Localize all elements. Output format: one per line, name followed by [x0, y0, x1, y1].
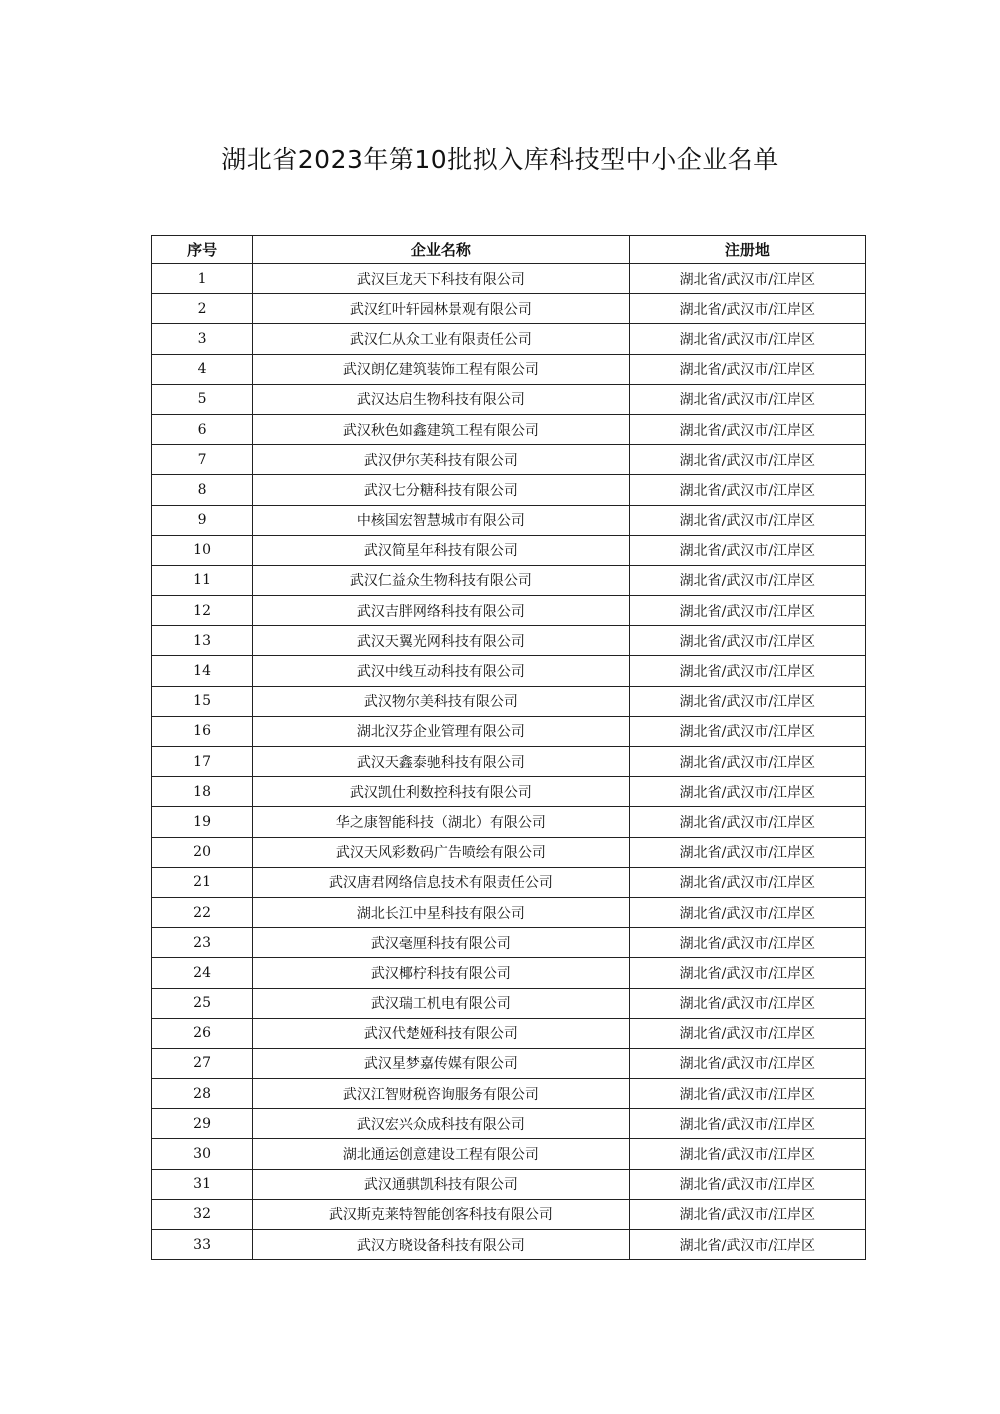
enterprise-name-cell: 湖北通运创意建设工程有限公司 [253, 1139, 630, 1169]
enterprise-name-cell: 武汉唐君网络信息技术有限责任公司 [253, 867, 630, 897]
enterprise-name-cell: 武汉中线互动科技有限公司 [253, 656, 630, 686]
enterprise-name-cell: 武汉天风彩数码广告喷绘有限公司 [253, 837, 630, 867]
enterprise-name-cell: 湖北汉芬企业管理有限公司 [253, 716, 630, 746]
registered-location-cell: 湖北省/武汉市/江岸区 [629, 747, 865, 777]
serial-number-cell: 2 [152, 294, 253, 324]
serial-number-cell: 4 [152, 354, 253, 384]
serial-number-cell: 29 [152, 1109, 253, 1139]
table-row [152, 777, 866, 807]
registered-location-cell: 湖北省/武汉市/江岸区 [629, 958, 865, 988]
table-row [152, 656, 866, 686]
serial-number-cell: 13 [152, 626, 253, 656]
enterprise-name-cell: 武汉七分糖科技有限公司 [253, 475, 630, 505]
enterprise-name-cell: 武汉吉胖网络科技有限公司 [253, 596, 630, 626]
serial-number-cell: 19 [152, 807, 253, 837]
table-row [152, 475, 866, 505]
registered-location-cell: 湖北省/武汉市/江岸区 [629, 354, 865, 384]
registered-location-cell: 湖北省/武汉市/江岸区 [629, 656, 865, 686]
serial-number-cell: 14 [152, 656, 253, 686]
enterprise-name-cell: 武汉凯仕利数控科技有限公司 [253, 777, 630, 807]
registered-location-cell: 湖北省/武汉市/江岸区 [629, 1079, 865, 1109]
document-title: 湖北省2023年第10批拟入库科技型中小企业名单 [221, 145, 779, 174]
serial-number-cell: 18 [152, 777, 253, 807]
registered-location-cell: 湖北省/武汉市/江岸区 [629, 535, 865, 565]
registered-location-cell: 湖北省/武汉市/江岸区 [629, 837, 865, 867]
enterprise-name-cell: 武汉宏兴众成科技有限公司 [253, 1109, 630, 1139]
enterprise-name-cell: 华之康智能科技（湖北）有限公司 [253, 807, 630, 837]
enterprise-name-cell: 武汉仁益众生物科技有限公司 [253, 565, 630, 595]
table-row [152, 867, 866, 897]
table-row [152, 596, 866, 626]
serial-number-cell: 27 [152, 1048, 253, 1078]
table-row [152, 837, 866, 867]
enterprise-name-cell: 武汉伊尔芙科技有限公司 [253, 445, 630, 475]
serial-number-cell: 6 [152, 414, 253, 444]
serial-number-cell: 12 [152, 596, 253, 626]
serial-number-cell: 23 [152, 928, 253, 958]
serial-number-cell: 3 [152, 324, 253, 354]
registered-location-cell: 湖北省/武汉市/江岸区 [629, 1139, 865, 1169]
serial-number-cell: 11 [152, 565, 253, 595]
serial-number-cell: 1 [152, 264, 253, 294]
table-row [152, 958, 866, 988]
registered-location-cell: 湖北省/武汉市/江岸区 [629, 445, 865, 475]
table-row [152, 1139, 866, 1169]
enterprise-name-cell: 武汉椰柠科技有限公司 [253, 958, 630, 988]
header-serial-number: 序号 [152, 236, 253, 264]
enterprise-name-cell: 武汉江智财税咨询服务有限公司 [253, 1079, 630, 1109]
table-row [152, 294, 866, 324]
serial-number-cell: 30 [152, 1139, 253, 1169]
table-row [152, 354, 866, 384]
table-row [152, 1018, 866, 1048]
enterprise-name-cell: 武汉仁从众工业有限责任公司 [253, 324, 630, 354]
table-row [152, 747, 866, 777]
registered-location-cell: 湖北省/武汉市/江岸区 [629, 384, 865, 414]
enterprise-name-cell: 武汉达启生物科技有限公司 [253, 384, 630, 414]
registered-location-cell: 湖北省/武汉市/江岸区 [629, 324, 865, 354]
enterprise-name-cell: 武汉星梦嘉传媒有限公司 [253, 1048, 630, 1078]
enterprise-name-cell: 武汉朗亿建筑装饰工程有限公司 [253, 354, 630, 384]
table-row [152, 1169, 866, 1199]
registered-location-cell: 湖北省/武汉市/江岸区 [629, 626, 865, 656]
table-row [152, 324, 866, 354]
registered-location-cell: 湖北省/武汉市/江岸区 [629, 777, 865, 807]
table-body [152, 264, 866, 1260]
enterprise-name-cell: 中核国宏智慧城市有限公司 [253, 505, 630, 535]
table-row [152, 626, 866, 656]
enterprise-table [151, 235, 866, 1260]
table-header-row [152, 236, 866, 264]
enterprise-name-cell: 湖北长江中星科技有限公司 [253, 897, 630, 927]
registered-location-cell: 湖北省/武汉市/江岸区 [629, 686, 865, 716]
enterprise-name-cell: 武汉巨龙天下科技有限公司 [253, 264, 630, 294]
enterprise-name-cell: 武汉天翼光网科技有限公司 [253, 626, 630, 656]
registered-location-cell: 湖北省/武汉市/江岸区 [629, 475, 865, 505]
serial-number-cell: 20 [152, 837, 253, 867]
table-row [152, 1199, 866, 1229]
enterprise-name-cell: 武汉物尔美科技有限公司 [253, 686, 630, 716]
serial-number-cell: 25 [152, 988, 253, 1018]
table-row [152, 686, 866, 716]
registered-location-cell: 湖北省/武汉市/江岸区 [629, 1199, 865, 1229]
table-row [152, 716, 866, 746]
enterprise-name-cell: 武汉代楚娅科技有限公司 [253, 1018, 630, 1048]
serial-number-cell: 15 [152, 686, 253, 716]
registered-location-cell: 湖北省/武汉市/江岸区 [629, 1230, 865, 1260]
registered-location-cell: 湖北省/武汉市/江岸区 [629, 414, 865, 444]
serial-number-cell: 9 [152, 505, 253, 535]
registered-location-cell: 湖北省/武汉市/江岸区 [629, 1018, 865, 1048]
enterprise-name-cell: 武汉斯克莱特智能创客科技有限公司 [253, 1199, 630, 1229]
table-row [152, 1109, 866, 1139]
registered-location-cell: 湖北省/武汉市/江岸区 [629, 988, 865, 1018]
enterprise-name-cell: 武汉毫厘科技有限公司 [253, 928, 630, 958]
serial-number-cell: 16 [152, 716, 253, 746]
enterprise-name-cell: 武汉通骐凯科技有限公司 [253, 1169, 630, 1199]
table-row [152, 807, 866, 837]
registered-location-cell: 湖北省/武汉市/江岸区 [629, 1048, 865, 1078]
registered-location-cell: 湖北省/武汉市/江岸区 [629, 565, 865, 595]
serial-number-cell: 32 [152, 1199, 253, 1229]
serial-number-cell: 31 [152, 1169, 253, 1199]
enterprise-name-cell: 武汉红叶轩园林景观有限公司 [253, 294, 630, 324]
enterprise-name-cell: 武汉天鑫泰驰科技有限公司 [253, 747, 630, 777]
serial-number-cell: 26 [152, 1018, 253, 1048]
serial-number-cell: 5 [152, 384, 253, 414]
registered-location-cell: 湖北省/武汉市/江岸区 [629, 807, 865, 837]
registered-location-cell: 湖北省/武汉市/江岸区 [629, 928, 865, 958]
table-row [152, 988, 866, 1018]
registered-location-cell: 湖北省/武汉市/江岸区 [629, 1169, 865, 1199]
table-row [152, 505, 866, 535]
registered-location-cell: 湖北省/武汉市/江岸区 [629, 1109, 865, 1139]
header-registered-location: 注册地 [629, 236, 865, 264]
table-row [152, 565, 866, 595]
registered-location-cell: 湖北省/武汉市/江岸区 [629, 264, 865, 294]
serial-number-cell: 8 [152, 475, 253, 505]
registered-location-cell: 湖北省/武汉市/江岸区 [629, 505, 865, 535]
registered-location-cell: 湖北省/武汉市/江岸区 [629, 867, 865, 897]
table-row [152, 414, 866, 444]
serial-number-cell: 24 [152, 958, 253, 988]
table-row [152, 897, 866, 927]
serial-number-cell: 33 [152, 1230, 253, 1260]
serial-number-cell: 22 [152, 897, 253, 927]
registered-location-cell: 湖北省/武汉市/江岸区 [629, 294, 865, 324]
enterprise-name-cell: 武汉方晓设备科技有限公司 [253, 1230, 630, 1260]
serial-number-cell: 7 [152, 445, 253, 475]
serial-number-cell: 17 [152, 747, 253, 777]
serial-number-cell: 21 [152, 867, 253, 897]
table-row [152, 1079, 866, 1109]
table-row [152, 445, 866, 475]
serial-number-cell: 28 [152, 1079, 253, 1109]
table-row [152, 384, 866, 414]
serial-number-cell: 10 [152, 535, 253, 565]
registered-location-cell: 湖北省/武汉市/江岸区 [629, 897, 865, 927]
table-row [152, 535, 866, 565]
enterprise-name-cell: 武汉简星年科技有限公司 [253, 535, 630, 565]
table-row [152, 1230, 866, 1260]
enterprise-name-cell: 武汉秋色如鑫建筑工程有限公司 [253, 414, 630, 444]
table-row [152, 264, 866, 294]
enterprise-name-cell: 武汉瑞工机电有限公司 [253, 988, 630, 1018]
table-row [152, 1048, 866, 1078]
registered-location-cell: 湖北省/武汉市/江岸区 [629, 596, 865, 626]
registered-location-cell: 湖北省/武汉市/江岸区 [629, 716, 865, 746]
header-enterprise-name: 企业名称 [253, 236, 630, 264]
table-row [152, 928, 866, 958]
